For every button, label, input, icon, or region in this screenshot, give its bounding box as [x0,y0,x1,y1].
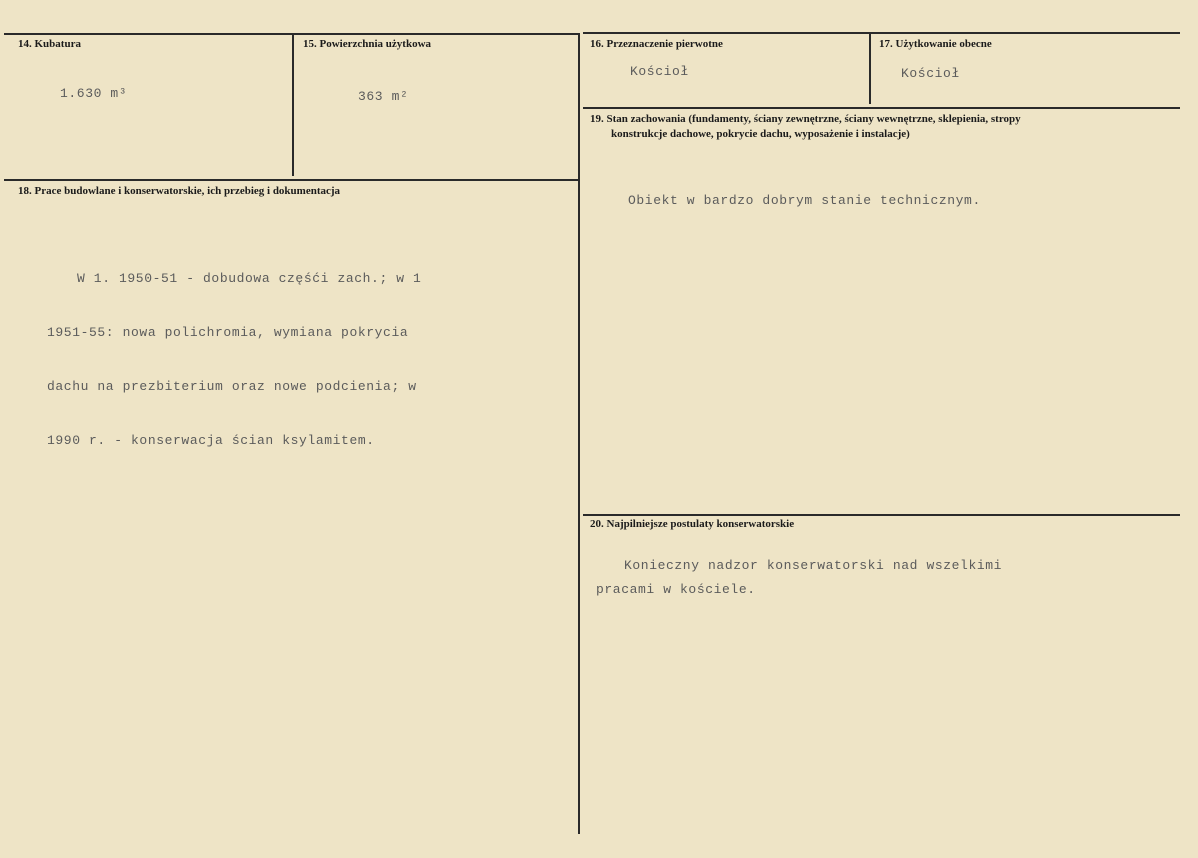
top-rule-right [583,32,1180,34]
uzytkowanie-label: 17. Użytkowanie obecne [879,38,992,50]
powierzchnia-label: 15. Powierzchnia użytkowa [303,38,432,50]
prace-line-1: W 1. 1950-51 - dobudowa częśći zach.; w 1 [77,271,422,286]
postulaty-line-1: Konieczny nadzor konserwatorski nad wszelkimi [624,558,1003,573]
kubatura-value: 1.630 m³ [60,86,128,101]
stan-label-line1: 19. Stan zachowania (fundamenty, ściany zewnętrzne, ściany wewnętrzne, sklepienia, stropy [590,113,1021,125]
postulaty-label: 20. Najpilniejsze postulaty konserwatorskie [590,518,795,530]
divider-14-15 [292,34,294,176]
divider-left-right [578,34,580,834]
postulaty-line-2: pracami w kościele. [596,582,756,597]
prace-line-2: 1951-55: nowa polichromia, wymiana pokrycia [47,325,409,340]
uzytkowanie-value: Kościoł [901,66,960,81]
rule-above-18 [4,179,580,181]
prace-label: 18. Prace budowlane i konserwatorskie, ich przebieg i dokumentacja [18,185,341,197]
prace-text [47,238,421,481]
przeznaczenie-label: 16. Przeznaczenie pierwotne [590,38,723,50]
prace-line-3: dachu na prezbiterium oraz nowe podcienia; w [47,379,417,394]
divider-16-17 [869,34,871,104]
powierzchnia-value: 363 m² [358,89,409,104]
rule-above-19 [583,107,1180,109]
stan-value: Obiekt w bardzo dobrym stanie technicznym. [628,193,981,208]
kubatura-label: 14. Kubatura [18,38,81,50]
prace-line-4: 1990 r. - konserwacja ścian ksylamitem. [47,433,375,448]
stan-label-line2: konstrukcje dachowe, pokrycie dachu, wyposażenie i instalacje) [611,128,910,140]
przeznaczenie-value: Kościoł [630,64,689,79]
